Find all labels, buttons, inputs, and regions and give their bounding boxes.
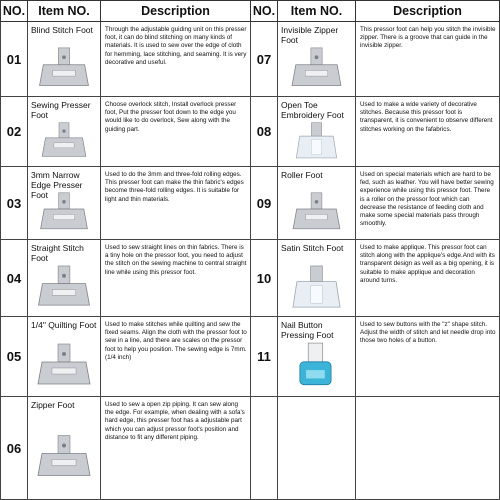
row-number: 04 — [0, 240, 28, 317]
presser-foot-image — [34, 121, 94, 167]
row-number: 10 — [250, 240, 278, 317]
item-name: 3mm Narrow Edge Presser Foot — [31, 170, 83, 200]
row-number: 08 — [250, 97, 278, 167]
header-no-left: NO. — [0, 0, 28, 22]
row-number: 05 — [0, 317, 28, 397]
header-no-right: NO. — [250, 0, 278, 22]
item-cell — [277, 240, 356, 317]
row-number: 07 — [250, 22, 278, 97]
presser-foot-image — [284, 121, 349, 167]
item-cell — [277, 22, 356, 97]
item-name: Roller Foot — [281, 170, 323, 180]
row-number: 02 — [0, 97, 28, 167]
description-text: Used to do the 3mm and three-fold rolling edges. This presser foot can make the thin fabric's edges become three-fold rolling edges. It is suitable for light and thin materials. — [100, 167, 251, 240]
item-cell — [27, 167, 101, 240]
item-cell — [277, 97, 356, 167]
presser-foot-image — [34, 46, 94, 97]
item-cell — [27, 240, 101, 317]
header-desc-right: Description — [355, 0, 500, 22]
description-text: Through the adjustable guiding unit on this presser foot, it can do blind stitching on many kinds of materials. It is used to sew over the edge of cloth for hemming, lace stitching, and seaming. It is very decorative and useful. — [100, 22, 251, 97]
header-item-left: Item NO. — [27, 0, 101, 22]
description-text: Used to sew buttons with the "z" shape stitch. Adjust the width of stitch and let needle drop into those two holes of a button. — [355, 317, 500, 397]
row-number: 09 — [250, 167, 278, 240]
item-name: Open Toe Embroidery Foot — [281, 100, 344, 120]
item-name: Sewing Presser Foot — [31, 100, 91, 120]
item-cell — [277, 317, 356, 397]
item-cell — [27, 97, 101, 167]
row-number: 03 — [0, 167, 28, 240]
presser-foot-image — [34, 191, 94, 240]
row-number: 11 — [250, 317, 278, 397]
header-item-right: Item NO. — [277, 0, 356, 22]
presser-foot-image — [284, 341, 349, 397]
presser-foot-image — [34, 421, 94, 500]
item-cell — [27, 317, 101, 397]
description-text: Used to sew a open zip piping. It can sew along the edge. For example, when dealing with a sofa's hard edge, this presser foot has a adjustable part which you can adjust pressor foot's position and distance to fit any different piping. — [100, 397, 251, 500]
item-name: 1/4" Quilting Foot — [31, 320, 97, 330]
presser-foot-image — [34, 264, 94, 317]
description-text: Used on special materials which are hard to be fed, such as leather. You will have better sewing experience while using this pressor foot. There is a roller on the pressor foot which can decrease the resistance of feeding cloth and make some special materials pass through smoothly. — [355, 167, 500, 240]
item-name: Satin Stitch Foot — [281, 243, 344, 253]
description-text — [355, 397, 500, 500]
description-text: Used to sew straight lines on thin fabrics. There is a tiny hole on the pressor foot, you need to adjust the stitch on the sewing machine to central straight line while using this pressor foot. — [100, 240, 251, 317]
row-number: 01 — [0, 22, 28, 97]
item-cell — [277, 397, 356, 500]
item-name: Straight Stitch Foot — [31, 243, 84, 263]
item-cell — [27, 22, 101, 97]
description-text: This pressor foot can help you stitch the invisible zipper. There is a groove that can guide in the invisible zipper. — [355, 22, 500, 97]
item-name: Nail Button Pressing Foot — [281, 320, 334, 340]
presser-foot-image — [284, 264, 349, 317]
row-number: 06 — [0, 397, 28, 500]
header-desc-left: Description — [100, 0, 251, 22]
item-name: Invisible Zipper Foot — [281, 25, 339, 45]
item-cell — [27, 397, 101, 500]
description-text: Used to make stitches while quilting and sew the fixed seams. Align the cloth with the pressor foot to sew in a line, and there are scales on the pressor foot to help you position. The sewing edge is 7mm. (1/4 inch) — [100, 317, 251, 397]
item-cell — [277, 167, 356, 240]
item-name: Zipper Foot — [31, 400, 75, 410]
presser-foot-image — [284, 191, 349, 240]
presser-foot-image — [34, 341, 94, 397]
description-text: Used to make a wide variety of decorative stitches. Because this pressor foot is transparent, it is convenient to observe different stitches working on the fafabrics. — [355, 97, 500, 167]
description-text: Used to make applique. This pressor foot can stitch along with the applique's edge.And with its transparent design as well as a big opening, it is suitable to make applique and decoration around turns. — [355, 240, 500, 317]
item-name: Blind Stitch Foot — [31, 25, 93, 35]
presser-foot-image — [284, 46, 349, 97]
row-number — [250, 397, 278, 500]
description-text: Choose overlock stitch, Install overlock presser foot, Put the presser foot down to the edge you would like to do overlock, Sew along with the guiding part. — [100, 97, 251, 167]
